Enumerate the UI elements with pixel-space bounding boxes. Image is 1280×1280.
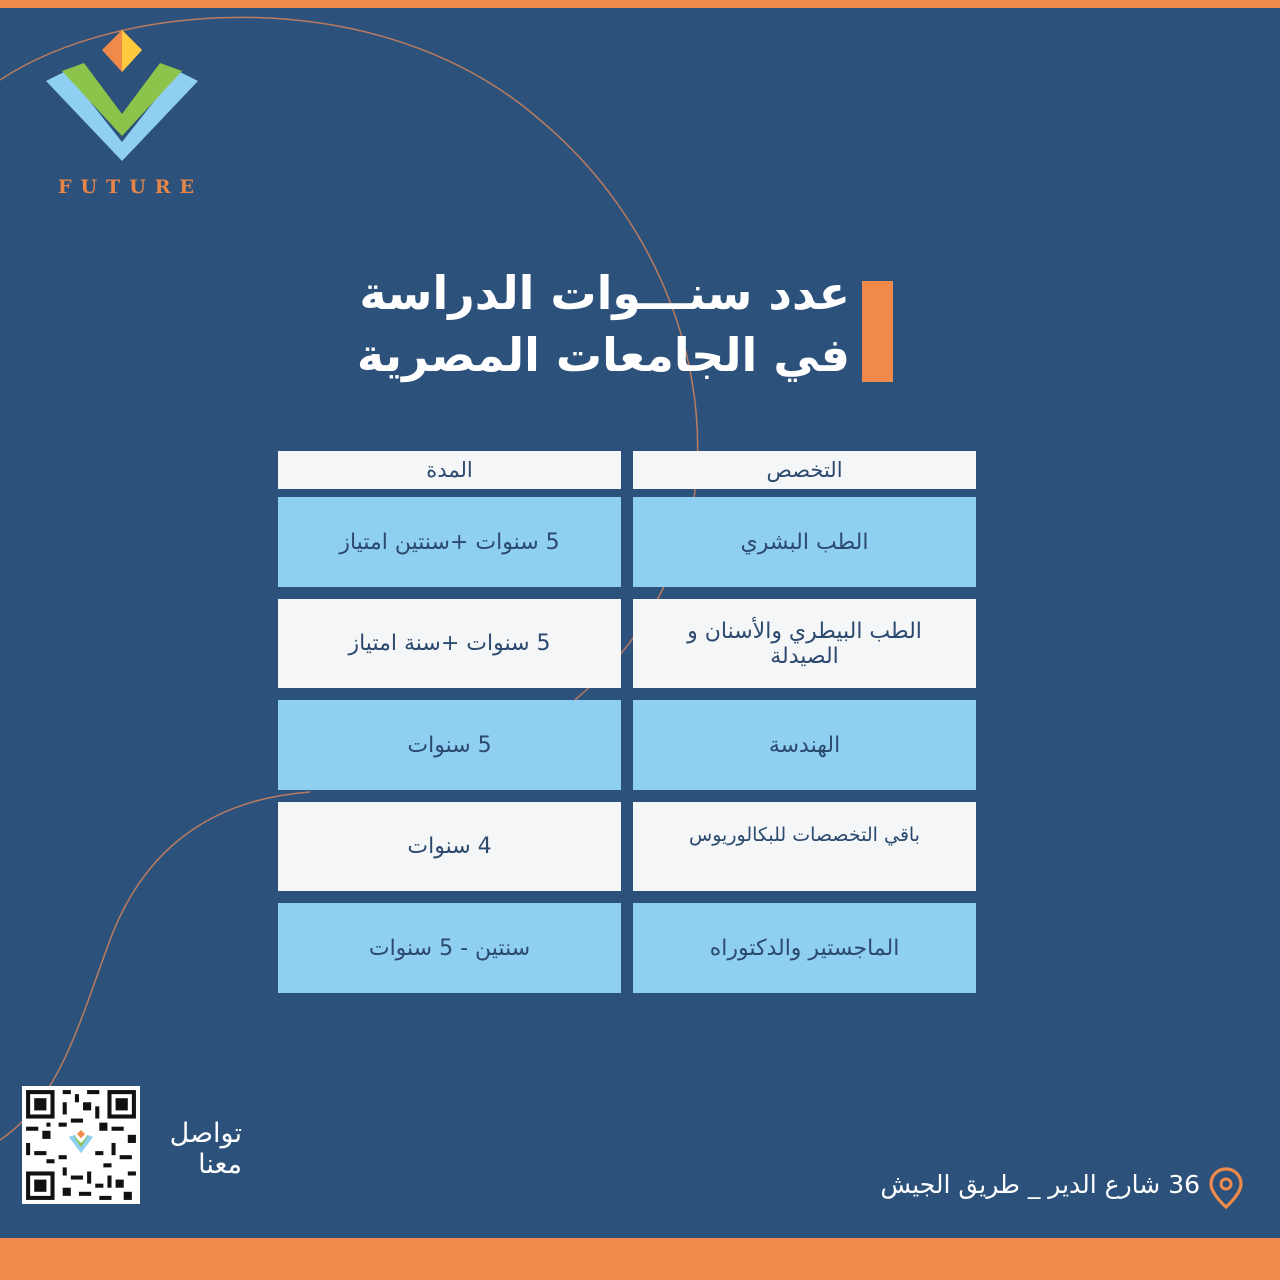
top-accent-bar	[0, 0, 1280, 8]
table-cell-duration: 4 سنوات	[278, 802, 621, 891]
table-cell-duration: 5 سنوات	[278, 700, 621, 790]
bottom-accent-bar	[0, 1238, 1280, 1280]
table-cell-specialty: باقي التخصصات للبكالوريوس	[633, 802, 976, 891]
page-title	[300, 262, 850, 386]
contact-us-label[interactable]: تواصل معنا	[169, 1118, 242, 1180]
title-line-2: في الجامعات المصرية	[356, 328, 850, 382]
table-cell-specialty: الماجستير والدكتوراه	[633, 903, 976, 993]
location-pin-icon	[1206, 1166, 1246, 1210]
table-cell-duration: 5 سنوات +سنتين امتياز	[278, 497, 621, 587]
title-line-1: عدد سنـــوات الدراسة	[359, 266, 850, 320]
table-cell-specialty: الطب البيطري والأسنان و الصيدلة	[633, 599, 976, 688]
qr-code-icon[interactable]	[22, 1086, 140, 1204]
table-cell-duration: سنتين - 5 سنوات	[278, 903, 621, 993]
address-text: 36 شارع الدير _ طريق الجيش	[880, 1170, 1200, 1199]
table-cell-specialty: الهندسة	[633, 700, 976, 790]
table-cell-specialty: الطب البشري	[633, 497, 976, 587]
header-duration: المدة	[278, 451, 621, 489]
brand-name: FUTURE	[58, 176, 204, 198]
header-specialty: التخصص	[633, 451, 976, 489]
table-cell-duration: 5 سنوات +سنة امتياز	[278, 599, 621, 688]
title-accent-bar	[862, 281, 893, 382]
